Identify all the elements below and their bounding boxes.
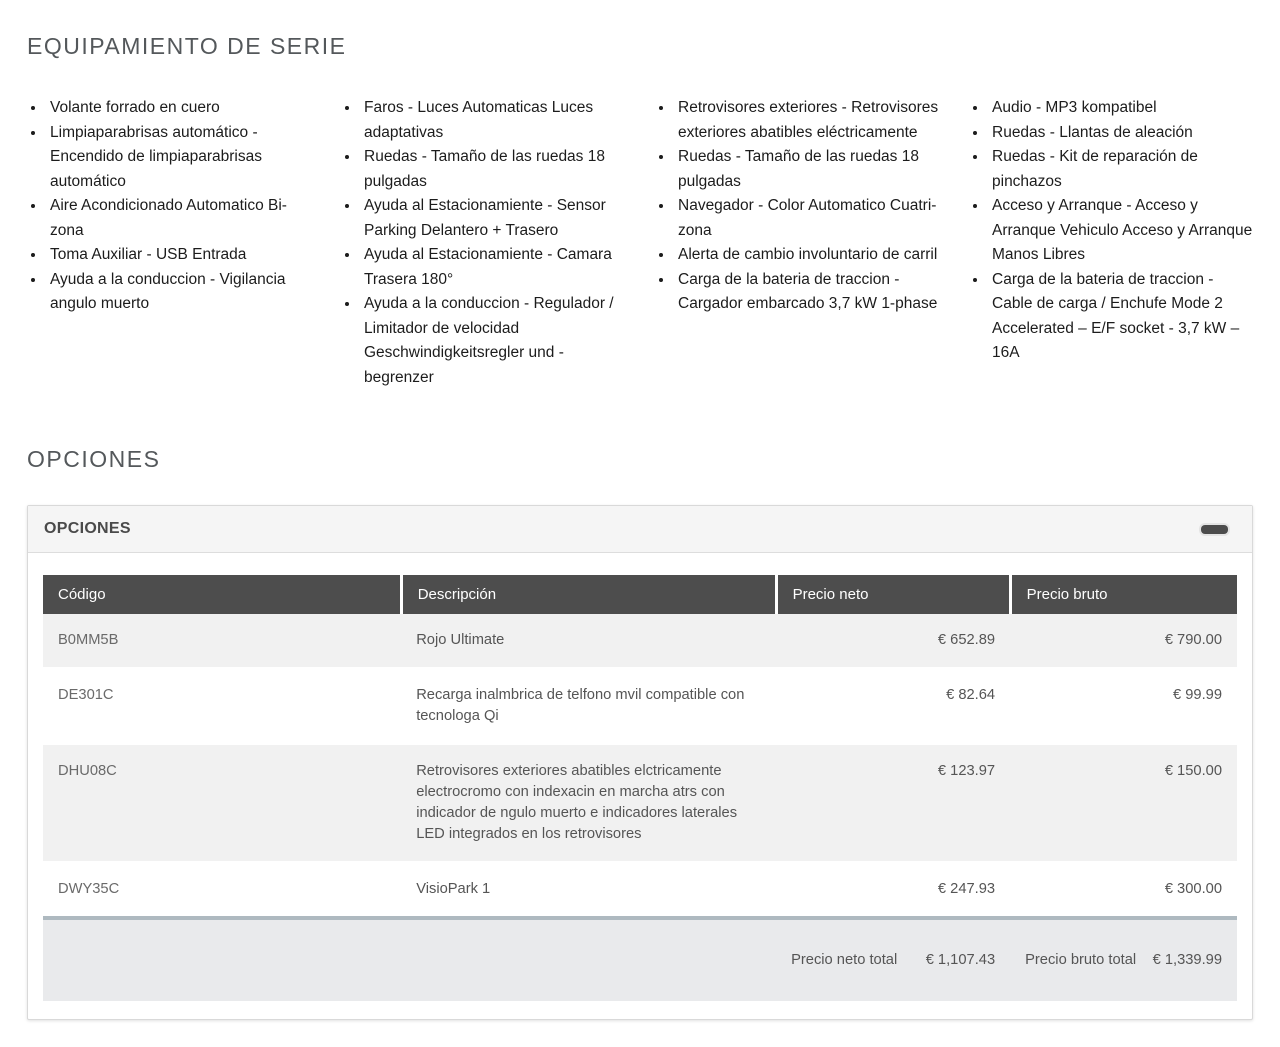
equipment-column-2 bbox=[343, 96, 625, 390]
table-row bbox=[43, 862, 1237, 918]
options-panel-title: OPCIONES bbox=[44, 520, 131, 537]
column-header-gross: Precio bruto bbox=[1010, 575, 1237, 614]
equipment-item: • Ayuda a la conduccion - Vigilancia angulo muerto bbox=[46, 268, 311, 317]
option-description: Retrovisores exteriores abatibles elctricamente electrocromo con indexacin en marcha atrs con indicador de ngulo muerto e indicadores laterales LED integrados en los retrovisores bbox=[401, 744, 776, 862]
totals-net-cell bbox=[776, 918, 1010, 1001]
option-net-price: € 247.93 bbox=[776, 862, 1010, 918]
options-table bbox=[43, 575, 1237, 1001]
option-net-price: € 123.97 bbox=[776, 744, 1010, 862]
net-total-value: € 1,107.43 bbox=[925, 952, 996, 968]
option-gross-price: € 300.00 bbox=[1010, 862, 1237, 918]
totals-empty-cell bbox=[43, 918, 401, 1001]
option-net-price: € 652.89 bbox=[776, 614, 1010, 668]
totals-row bbox=[43, 918, 1237, 1001]
column-header-net: Precio neto bbox=[776, 575, 1010, 614]
equipment-item: • Carga de la bateria de traccion - Cargador embarcado 3,7 kW 1-phase bbox=[674, 268, 939, 317]
equipment-columns bbox=[27, 96, 1253, 390]
option-gross-price: € 790.00 bbox=[1010, 614, 1237, 668]
option-code: DE301C bbox=[43, 668, 401, 744]
option-code: DHU08C bbox=[43, 744, 401, 862]
table-row bbox=[43, 744, 1237, 862]
net-total-label: Precio neto total bbox=[791, 952, 898, 968]
equipment-item: • Ayuda al Estacionamiente - Sensor Parking Delantero + Trasero bbox=[360, 194, 625, 243]
option-gross-price: € 99.99 bbox=[1010, 668, 1237, 744]
equipment-item: • Limpiaparabrisas automático - Encendido de limpiaparabrisas automático bbox=[46, 121, 311, 195]
equipment-item: • Ruedas - Tamaño de las ruedas 18 pulgadas bbox=[674, 145, 939, 194]
equipment-column-4 bbox=[971, 96, 1253, 390]
collapse-panel-button[interactable] bbox=[1197, 521, 1232, 538]
equipment-item: • Audio - MP3 kompatibel bbox=[988, 96, 1253, 121]
options-panel bbox=[27, 505, 1253, 1020]
equipment-item: • Carga de la bateria de traccion - Cable de carga / Enchufe Mode 2 Accelerated – E/F socket - 3,7 kW – 16A bbox=[988, 268, 1253, 366]
equipment-item: • Ayuda al Estacionamiente - Camara Trasera 180° bbox=[360, 243, 625, 292]
column-header-code: Código bbox=[43, 575, 401, 614]
option-description: Recarga inalmbrica de telfono mvil compatible con tecnologa Qi bbox=[401, 668, 776, 744]
equipment-item: • Ruedas - Llantas de aleación bbox=[988, 121, 1253, 146]
options-panel-body bbox=[28, 553, 1252, 1019]
equipment-column-3 bbox=[657, 96, 939, 390]
equipment-item: • Retrovisores exteriores - Retrovisores exteriores abatibles eléctricamente bbox=[674, 96, 939, 145]
options-panel-header[interactable] bbox=[28, 506, 1252, 553]
totals-gross-cell bbox=[1010, 918, 1237, 1001]
gross-total-label: Precio bruto total bbox=[1025, 952, 1137, 968]
table-row bbox=[43, 668, 1237, 744]
equipment-item: • Ruedas - Kit de reparación de pinchazos bbox=[988, 145, 1253, 194]
equipment-item: • Ayuda a la conduccion - Regulador / Limitador de velocidad Geschwindigkeitsregler und - begrenzer bbox=[360, 292, 625, 390]
table-header-row bbox=[43, 575, 1237, 614]
equipment-item: • Acceso y Arranque - Acceso y Arranque Vehiculo Acceso y Arranque Manos Libres bbox=[988, 194, 1253, 268]
option-description: VisioPark 1 bbox=[401, 862, 776, 918]
option-net-price: € 82.64 bbox=[776, 668, 1010, 744]
equipment-item: • Volante forrado en cuero bbox=[46, 96, 311, 121]
option-gross-price: € 150.00 bbox=[1010, 744, 1237, 862]
equipment-column-1 bbox=[29, 96, 311, 390]
minus-icon bbox=[1201, 525, 1228, 534]
equipment-item: • Toma Auxiliar - USB Entrada bbox=[46, 243, 311, 268]
option-code: DWY35C bbox=[43, 862, 401, 918]
options-section-title: OPCIONES bbox=[27, 446, 161, 472]
equipment-section-title: EQUIPAMIENTO DE SERIE bbox=[27, 33, 347, 59]
option-code: B0MM5B bbox=[43, 614, 401, 668]
equipment-item: • Ruedas - Tamaño de las ruedas 18 pulgadas bbox=[360, 145, 625, 194]
table-row bbox=[43, 614, 1237, 668]
column-header-description: Descripción bbox=[401, 575, 776, 614]
equipment-item: • Alerta de cambio involuntario de carril bbox=[674, 243, 939, 268]
gross-total-value: € 1,339.99 bbox=[1152, 952, 1222, 968]
option-description: Rojo Ultimate bbox=[401, 614, 776, 668]
equipment-item: • Aire Acondicionado Automatico Bi-zona bbox=[46, 194, 311, 243]
equipment-item: • Faros - Luces Automaticas Luces adaptativas bbox=[360, 96, 625, 145]
equipment-item: • Navegador - Color Automatico Cuatri-zona bbox=[674, 194, 939, 243]
totals-empty-cell bbox=[401, 918, 776, 1001]
